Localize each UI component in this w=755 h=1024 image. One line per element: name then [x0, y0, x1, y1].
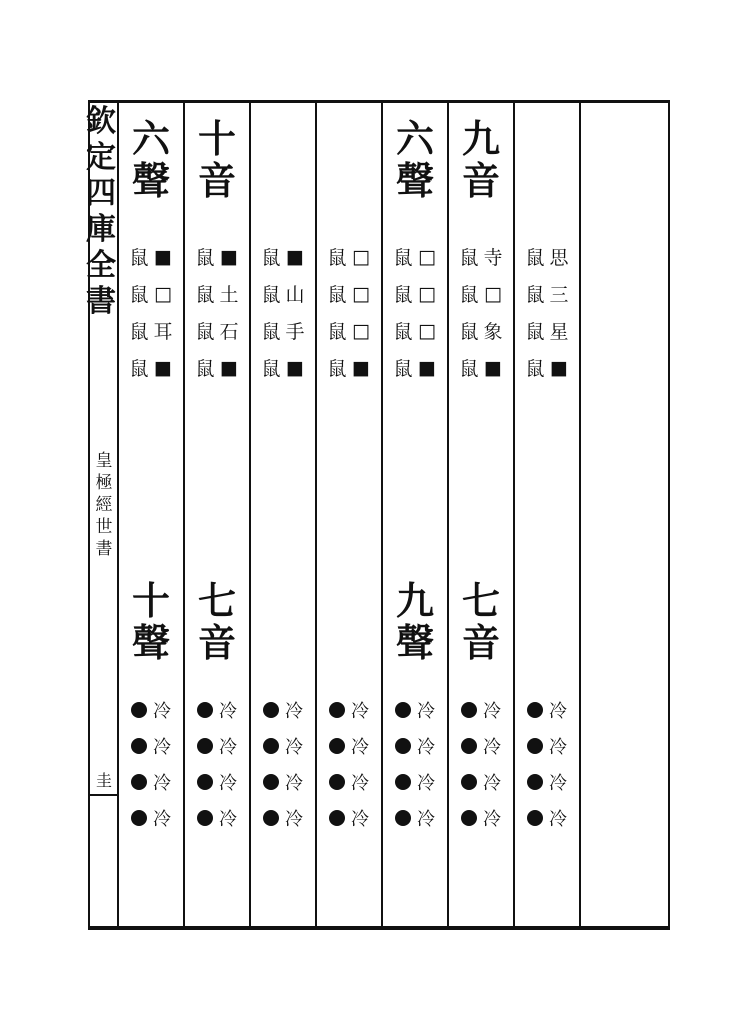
tone-char: 冷	[417, 737, 435, 758]
tone-char: 冷	[351, 773, 369, 794]
rhyme-row	[252, 312, 314, 349]
row-char: 土	[219, 284, 239, 306]
rhyme-row	[252, 349, 314, 386]
column-heading	[186, 118, 248, 202]
rhyme-row	[516, 275, 578, 312]
row-char: 星	[549, 321, 569, 343]
tone-char: 冷	[483, 809, 501, 830]
tone-char: 冷	[219, 809, 237, 830]
filled-circle-mark	[527, 702, 543, 718]
row-char: ■	[484, 356, 502, 379]
filled-circle-mark	[329, 702, 345, 718]
text-column	[252, 110, 314, 918]
row-char: ■	[220, 356, 238, 379]
title-char: 欽	[86, 104, 116, 139]
tone-row	[186, 800, 248, 836]
row-char: □	[418, 319, 436, 342]
filled-circle-mark	[131, 774, 147, 790]
rhyme-rows	[252, 238, 314, 386]
rhyme-row	[384, 275, 446, 312]
tone-char: 冷	[483, 737, 501, 758]
rhyme-row	[120, 312, 182, 349]
heading-char: 十	[131, 578, 170, 623]
row-char: 鼠	[459, 284, 479, 306]
rhyme-row	[186, 275, 248, 312]
rhyme-row	[120, 275, 182, 312]
row-char: 鼠	[525, 247, 545, 269]
bottom-border	[88, 926, 668, 930]
filled-circle-mark	[461, 738, 477, 754]
column-heading	[120, 118, 182, 202]
row-char: ■	[286, 245, 304, 268]
filled-circle-mark	[263, 810, 279, 826]
tone-char: 冷	[219, 737, 237, 758]
heading-char: 六	[131, 116, 170, 161]
row-char: 思	[549, 247, 569, 269]
text-column	[516, 110, 578, 918]
tone-char: 冷	[285, 809, 303, 830]
row-char: 鼠	[525, 358, 545, 380]
tone-row	[516, 800, 578, 836]
heading-char: 音	[197, 620, 236, 665]
row-char: 鼠	[525, 284, 545, 306]
subtitle-char: 皇	[95, 451, 113, 471]
filled-circle-mark	[131, 810, 147, 826]
row-char: ■	[550, 356, 568, 379]
tone-char: 冷	[549, 809, 567, 830]
rhyme-rows	[318, 238, 380, 386]
tone-char: 冷	[285, 737, 303, 758]
row-char: □	[418, 245, 436, 268]
tone-rows	[450, 692, 512, 836]
rhyme-row	[516, 312, 578, 349]
filled-circle-mark	[197, 738, 213, 754]
top-border	[88, 100, 668, 103]
filled-circle-mark	[131, 702, 147, 718]
tone-row	[318, 692, 380, 728]
row-char: 鼠	[327, 284, 347, 306]
row-char: 鼠	[129, 321, 149, 343]
text-column	[384, 110, 446, 918]
tone-rows	[516, 692, 578, 836]
rhyme-row	[384, 312, 446, 349]
tone-char: 冷	[549, 737, 567, 758]
filled-circle-mark	[527, 774, 543, 790]
rhyme-row	[186, 312, 248, 349]
rhyme-row	[318, 275, 380, 312]
heading-char: 聲	[395, 620, 434, 665]
filled-circle-mark	[461, 702, 477, 718]
filled-circle-mark	[197, 702, 213, 718]
row-char: ■	[220, 245, 238, 268]
book-subtitle	[92, 450, 116, 560]
tone-rows	[186, 692, 248, 836]
heading-char: 音	[461, 158, 500, 203]
column-heading	[450, 118, 512, 202]
row-char: 鼠	[393, 247, 413, 269]
column-subheading	[186, 580, 248, 664]
column-subheading	[384, 580, 446, 664]
tone-char: 冷	[153, 809, 171, 830]
filled-circle-mark	[329, 738, 345, 754]
column-divider	[183, 103, 185, 926]
tone-char: 冷	[483, 773, 501, 794]
tone-char: 冷	[549, 773, 567, 794]
filled-circle-mark	[461, 810, 477, 826]
rhyme-row	[450, 238, 512, 275]
column-divider	[315, 103, 317, 926]
tone-char: 冷	[285, 773, 303, 794]
tone-row	[516, 728, 578, 764]
column-heading	[384, 118, 446, 202]
row-char: 鼠	[459, 358, 479, 380]
row-char: 鼠	[393, 321, 413, 343]
title-char: 四	[86, 176, 116, 211]
page-number: 圭	[96, 771, 113, 790]
rhyme-row	[252, 238, 314, 275]
rhyme-rows	[516, 238, 578, 386]
text-column	[120, 110, 182, 918]
row-char: ■	[154, 356, 172, 379]
column-divider	[513, 103, 515, 926]
row-char: 鼠	[195, 284, 215, 306]
heading-char: 九	[395, 578, 434, 623]
row-char: 鼠	[393, 284, 413, 306]
rhyme-row	[186, 238, 248, 275]
rhyme-row	[516, 238, 578, 275]
rhyme-row	[450, 312, 512, 349]
filled-circle-mark	[527, 810, 543, 826]
tone-row	[252, 764, 314, 800]
row-char: 鼠	[261, 321, 281, 343]
tone-char: 冷	[153, 701, 171, 722]
column-subheading	[120, 580, 182, 664]
column-divider	[579, 103, 581, 926]
filled-circle-mark	[197, 774, 213, 790]
rhyme-row	[318, 312, 380, 349]
tone-char: 冷	[219, 773, 237, 794]
tone-row	[186, 764, 248, 800]
rhyme-rows	[450, 238, 512, 386]
filled-circle-mark	[131, 738, 147, 754]
filled-circle-mark	[263, 738, 279, 754]
text-column	[450, 110, 512, 918]
filled-circle-mark	[395, 774, 411, 790]
row-char: 鼠	[261, 284, 281, 306]
filled-circle-mark	[263, 702, 279, 718]
heading-char: 音	[461, 620, 500, 665]
row-char: 鼠	[261, 247, 281, 269]
row-char: ■	[418, 356, 436, 379]
tone-char: 冷	[153, 737, 171, 758]
row-char: 手	[285, 321, 305, 343]
rhyme-row	[252, 275, 314, 312]
tone-char: 冷	[417, 701, 435, 722]
tone-rows	[318, 692, 380, 836]
row-char: □	[352, 245, 370, 268]
subtitle-char: 極	[95, 473, 113, 493]
title-char: 定	[86, 140, 116, 175]
rhyme-row	[186, 349, 248, 386]
tone-row	[252, 800, 314, 836]
tone-row	[120, 800, 182, 836]
rhyme-row	[318, 349, 380, 386]
rhyme-row	[516, 349, 578, 386]
row-char: 鼠	[129, 284, 149, 306]
filled-circle-mark	[197, 810, 213, 826]
tone-char: 冷	[549, 701, 567, 722]
tone-row	[186, 728, 248, 764]
filled-circle-mark	[461, 774, 477, 790]
tone-rows	[120, 692, 182, 836]
tone-char: 冷	[153, 773, 171, 794]
column-divider	[381, 103, 383, 926]
tone-row	[252, 692, 314, 728]
rhyme-row	[120, 349, 182, 386]
row-char: □	[352, 319, 370, 342]
tone-row	[516, 764, 578, 800]
filled-circle-mark	[329, 774, 345, 790]
row-char: □	[418, 282, 436, 305]
tone-row	[384, 800, 446, 836]
row-char: 鼠	[129, 358, 149, 380]
title-char: 全	[86, 248, 116, 283]
tone-row	[252, 728, 314, 764]
heading-char: 音	[197, 158, 236, 203]
tone-row	[120, 692, 182, 728]
row-char: 鼠	[195, 358, 215, 380]
rhyme-rows	[120, 238, 182, 386]
heading-char: 聲	[131, 158, 170, 203]
tone-char: 冷	[285, 701, 303, 722]
tone-row	[384, 728, 446, 764]
book-title	[84, 104, 118, 320]
row-char: 鼠	[393, 358, 413, 380]
row-char: ■	[154, 245, 172, 268]
tone-row	[318, 800, 380, 836]
row-char: 石	[219, 321, 239, 343]
rhyme-row	[384, 349, 446, 386]
tone-char: 冷	[351, 809, 369, 830]
tone-char: 冷	[483, 701, 501, 722]
tone-row	[384, 692, 446, 728]
filled-circle-mark	[395, 810, 411, 826]
heading-char: 聲	[395, 158, 434, 203]
tone-char: 冷	[351, 701, 369, 722]
tone-row	[516, 692, 578, 728]
tone-rows	[252, 692, 314, 836]
tone-char: 冷	[417, 809, 435, 830]
row-char: 三	[549, 284, 569, 306]
row-char: □	[484, 282, 502, 305]
row-char: ■	[352, 356, 370, 379]
rhyme-rows	[186, 238, 248, 386]
tone-char: 冷	[219, 701, 237, 722]
row-char: 鼠	[195, 321, 215, 343]
row-char: □	[352, 282, 370, 305]
tone-row	[318, 728, 380, 764]
heading-char: 聲	[131, 620, 170, 665]
rhyme-row	[384, 238, 446, 275]
filled-circle-mark	[329, 810, 345, 826]
row-char: 象	[483, 321, 503, 343]
filled-circle-mark	[263, 774, 279, 790]
text-column	[186, 110, 248, 918]
column-subheading	[450, 580, 512, 664]
title-char: 書	[86, 284, 116, 319]
tone-row	[450, 764, 512, 800]
subtitle-char: 世	[95, 517, 113, 537]
tone-row	[450, 800, 512, 836]
rhyme-rows	[384, 238, 446, 386]
text-column	[318, 110, 380, 918]
row-char: 鼠	[525, 321, 545, 343]
row-char: 鼠	[129, 247, 149, 269]
filled-circle-mark	[395, 738, 411, 754]
tone-rows	[384, 692, 446, 836]
tone-row	[450, 692, 512, 728]
row-char: 鼠	[459, 247, 479, 269]
rhyme-row	[450, 275, 512, 312]
right-border	[668, 100, 670, 930]
filled-circle-mark	[395, 702, 411, 718]
row-char: □	[154, 282, 172, 305]
tone-row	[318, 764, 380, 800]
column-divider	[249, 103, 251, 926]
margin-mark	[88, 794, 118, 796]
subtitle-char: 經	[95, 495, 113, 515]
row-char: 山	[285, 284, 305, 306]
row-char: 鼠	[195, 247, 215, 269]
heading-char: 六	[395, 116, 434, 161]
row-char: 鼠	[459, 321, 479, 343]
row-char: 寺	[483, 247, 503, 269]
row-char: ■	[286, 356, 304, 379]
row-char: 鼠	[327, 247, 347, 269]
tone-row	[120, 764, 182, 800]
heading-char: 七	[197, 578, 236, 623]
filled-circle-mark	[527, 738, 543, 754]
heading-char: 七	[461, 578, 500, 623]
heading-char: 十	[197, 116, 236, 161]
column-divider	[447, 103, 449, 926]
tone-row	[186, 692, 248, 728]
row-char: 鼠	[327, 358, 347, 380]
rhyme-row	[120, 238, 182, 275]
tone-row	[450, 728, 512, 764]
heading-char: 九	[461, 116, 500, 161]
row-char: 鼠	[327, 321, 347, 343]
row-char: 耳	[153, 321, 173, 343]
rhyme-row	[318, 238, 380, 275]
tone-row	[384, 764, 446, 800]
title-char: 庫	[86, 212, 116, 247]
tone-char: 冷	[351, 737, 369, 758]
row-char: 鼠	[261, 358, 281, 380]
subtitle-char: 書	[95, 539, 113, 559]
tone-char: 冷	[417, 773, 435, 794]
tone-row	[120, 728, 182, 764]
rhyme-row	[450, 349, 512, 386]
